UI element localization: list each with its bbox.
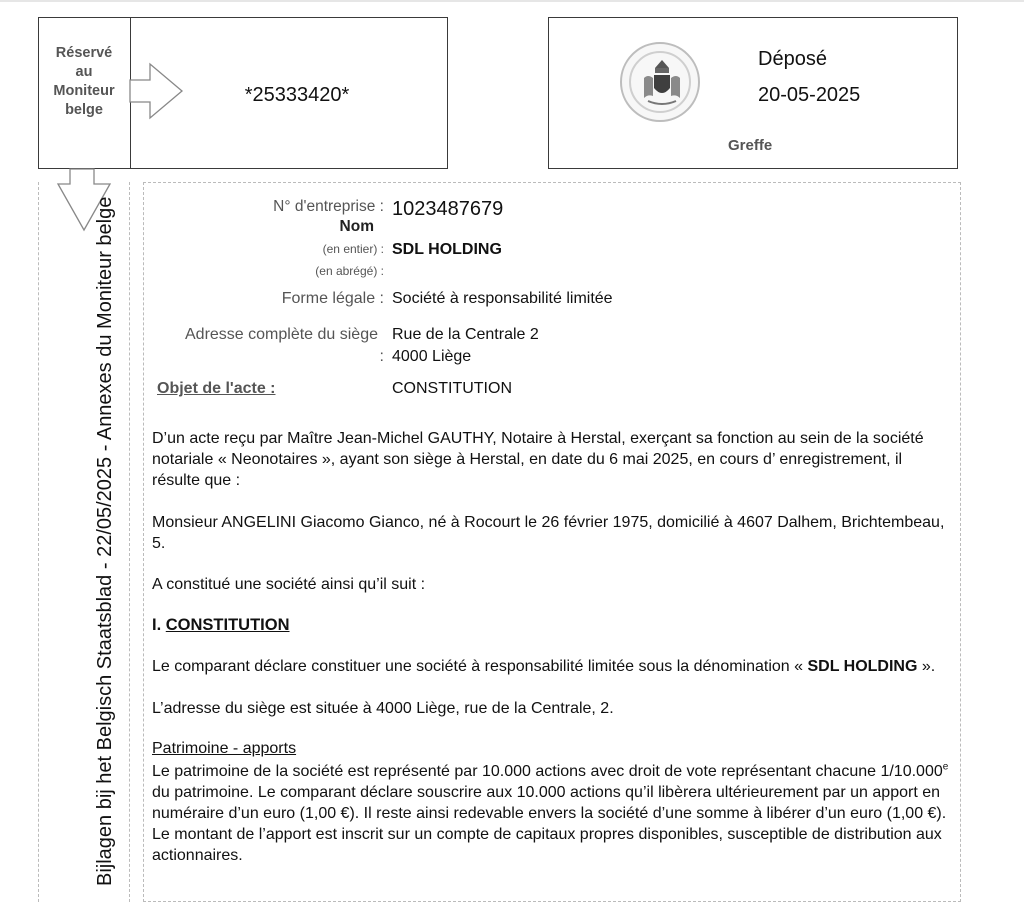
paragraph-deed-intro: D’un acte reçu par Maître Jean-Michel GAUTHY, Notaire à Herstal, exerçant sa fonction au sein de la société notariale « Neonotaires », ayant son siège à Herstal, en date du 6 mai 2025, en cours d’ enregistrement, il résulte que :	[152, 430, 924, 489]
section-title: CONSTITUTION	[165, 616, 290, 634]
company-number-label: N° d'entreprise :	[273, 198, 384, 215]
address-line-2: 4000 Liège	[392, 348, 472, 365]
reference-number: *25333420*	[244, 84, 350, 106]
belgian-coat-of-arms-seal	[620, 42, 700, 122]
side-band-text: Bijlagen bij het Belgisch Staatsblad - 22/05/2025 - Annexes du Moniteur belge	[94, 196, 116, 886]
deposit-label: Déposé	[758, 48, 827, 70]
full-name-label: (en entier) :	[322, 242, 384, 256]
company-full-name: SDL HOLDING	[392, 241, 502, 258]
subsection-heading: Patrimoine - apports	[152, 740, 297, 757]
address-line-1: Rue de la Centrale 2	[392, 326, 539, 343]
paragraph-text: Le patrimoine de la société est représenté par 10.000 actions avec droit de vote représentant chacune 1/10.000	[152, 763, 943, 780]
superscript: e	[942, 761, 949, 773]
paragraph-constituted: A constitué une société ainsi qu’il suit :	[152, 576, 426, 593]
registry-office-label: Greffe	[728, 137, 773, 154]
arrow-right-icon	[130, 64, 182, 118]
paragraph-address: L’adresse du siège est située à 4000 Liège, rue de la Centrale, 2.	[152, 700, 614, 717]
address-label: Adresse complète du siège	[185, 326, 378, 343]
paragraph-text: ».	[917, 658, 936, 675]
paragraph-text: Le comparant déclare constituer une société à responsabilité limitée sous la dénomination «	[152, 658, 808, 675]
section-heading	[152, 616, 290, 635]
reserved-label-line: Réservé	[55, 45, 113, 61]
paragraph-assets	[152, 761, 952, 866]
company-number: 1023487679	[392, 198, 504, 220]
deed-subject-label: Objet de l'acte :	[157, 380, 276, 397]
section-number: I.	[152, 616, 162, 634]
legal-form: Société à responsabilité limitée	[392, 290, 613, 307]
reserved-label-line: Moniteur	[53, 83, 115, 99]
coat-of-arms-icon	[622, 44, 702, 124]
deed-subject: CONSTITUTION	[392, 380, 512, 397]
reserved-label-line: au	[75, 64, 93, 80]
paragraph-text: du patrimoine. Le comparant déclare souscrire aux 10.000 actions qu’il libèrera ultérieurement par un apport en numéraire d’un euro (1,00 €). Il reste ainsi redevable envers la société d’une somme à libérer d’un euro (1,00 €).	[152, 784, 947, 822]
reserved-label-line: belge	[65, 102, 103, 118]
company-name-inline: SDL HOLDING	[807, 658, 918, 675]
paragraph-capital: Le montant de l’apport est inscrit sur un compte de capitaux propres disponibles, susceptible de distribution aux actionnaires.	[152, 826, 942, 864]
short-name-label: (en abrégé) :	[315, 264, 384, 278]
name-label: Nom	[339, 218, 374, 235]
legal-form-label: Forme légale :	[281, 290, 384, 307]
paragraph-founder: Monsieur ANGELINI Giacomo Gianco, né à Rocourt le 26 février 1975, domicilié à 4607 Dalhem, Brichtembeau, 5.	[152, 514, 945, 552]
deposit-date: 20-05-2025	[758, 84, 861, 106]
address-colon: :	[379, 348, 384, 365]
paragraph-company-name	[152, 656, 952, 677]
